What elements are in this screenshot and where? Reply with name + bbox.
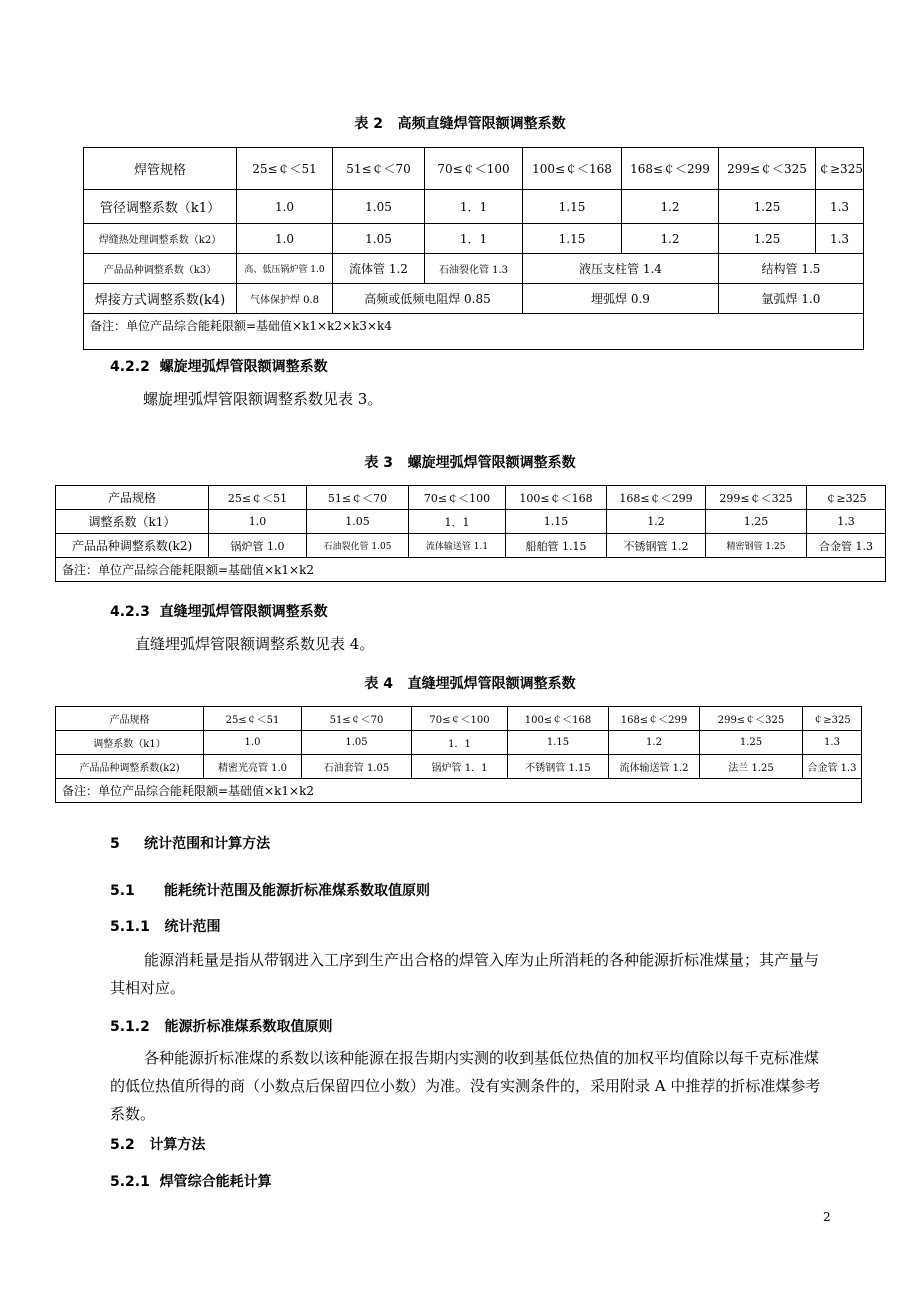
table4-k2-cell: 精密光亮管 1.0 [204,755,302,779]
table4-note-row [56,779,862,803]
table2-k2-cell: 1.0 [237,224,333,254]
table4 [55,706,862,803]
table2-header-cell: ￠≥325 [816,148,864,190]
table3-k1-cell: 1.3 [807,510,886,534]
table3-header-cell: 100≤￠＜168 [506,486,607,510]
table2-header-row [84,148,864,190]
table2-header-cell: 70≤￠＜100 [425,148,523,190]
table4-header-cell: 产品规格 [56,707,204,731]
table2-k2-cell: 1．1 [425,224,523,254]
table4-k2-cell: 法兰 1.25 [700,755,803,779]
table3-header-cell: 70≤￠＜100 [409,486,506,510]
table2-k2-cell: 1.2 [622,224,719,254]
table2-k1-cell: 1.15 [523,190,622,224]
table2-k1-cell: 1.0 [237,190,333,224]
table2 [83,147,864,350]
table2-header-cell: 焊管规格 [84,148,237,190]
table2-k3-cell: 高、低压锅炉管 1.0 [237,254,333,284]
table4-header-cell: 168≤￠＜299 [609,707,700,731]
table2-note: 备注：单位产品综合能耗限额=基础值×k1×k2×k3×k4 [84,314,864,350]
table4-k2-cell: 流体输送管 1.2 [609,755,700,779]
table4-k1-cell: 1.0 [204,731,302,755]
table2-k3-cell: 结构管 1.5 [719,254,864,284]
table2-k3-cell: 液压支柱管 1.4 [523,254,719,284]
table3-header-cell: 25≤￠＜51 [209,486,307,510]
table2-k1-cell: 1.25 [719,190,816,224]
section-4-2-3-heading: 4.2.3 直缝埋弧焊管限额调整系数 [110,604,328,620]
table3 [55,485,886,582]
table4-header-cell: 70≤￠＜100 [412,707,508,731]
table4-k1-cell: 1.15 [508,731,609,755]
table2-note-row [84,314,864,350]
table4-k1-cell: 1.05 [302,731,412,755]
section-5-2-heading: 5.2 计算方法 [110,1137,206,1153]
table4-header-row [56,707,862,731]
table2-k4-row [84,284,864,314]
section-5-2-1-heading: 5.2.1 焊管综合能耗计算 [110,1174,272,1190]
table3-k2-label: 产品品种调整系数(k2) [56,534,209,558]
table2-k3-row [84,254,864,284]
table2-k4-cell: 氩弧焊 1.0 [719,284,864,314]
table3-k1-cell: 1.15 [506,510,607,534]
section-4-2-2-text: 螺旋埋弧焊管限额调整系数见表 3。 [143,390,383,408]
table4-header-cell: ￠≥325 [803,707,862,731]
table2-k3-cell: 石油裂化管 1.3 [425,254,523,284]
table4-k1-row [56,731,862,755]
table2-header-cell: 168≤￠＜299 [622,148,719,190]
table3-note-row [56,558,886,582]
table4-header-cell: 25≤￠＜51 [204,707,302,731]
table4-header-cell: 299≤￠＜325 [700,707,803,731]
table3-k2-cell: 石油裂化管 1.05 [307,534,409,558]
table4-k2-cell: 锅炉管 1．1 [412,755,508,779]
table3-k2-cell: 船舶管 1.15 [506,534,607,558]
table2-header-cell: 100≤￠＜168 [523,148,622,190]
table3-k1-row [56,510,886,534]
table2-k3-cell: 流体管 1.2 [333,254,425,284]
table3-k2-cell: 不锈钢管 1.2 [607,534,706,558]
table3-k2-cell: 精密钢管 1.25 [706,534,807,558]
table2-k1-label: 管径调整系数（k1） [84,190,237,224]
table3-k1-cell: 1.2 [607,510,706,534]
table2-k4-cell: 气体保护焊 0.8 [237,284,333,314]
table2-k1-row [84,190,864,224]
table2-k2-cell: 1.15 [523,224,622,254]
table3-header-cell: 51≤￠＜70 [307,486,409,510]
table3-k1-cell: 1.25 [706,510,807,534]
table4-k1-cell: 1.25 [700,731,803,755]
table4-k2-row [56,755,862,779]
table3-k2-row [56,534,886,558]
table3-header-cell: 299≤￠＜325 [706,486,807,510]
section-5-1-1-heading: 5.1.1 统计范围 [110,919,221,935]
table4-caption: 表 4 直缝埋弧焊管限额调整系数 [364,676,576,692]
table2-k3-label: 产品品种调整系数（k3） [84,254,237,284]
table2-k2-row [84,224,864,254]
table2-k1-cell: 1．1 [425,190,523,224]
table3-k1-cell: 1.0 [209,510,307,534]
table2-caption: 表 2 高频直缝焊管限额调整系数 [354,116,566,132]
table2-k4-label: 焊接方式调整系数(k4) [84,284,237,314]
table4-k1-label: 调整系数（k1） [56,731,204,755]
table2-k1-cell: 1.2 [622,190,719,224]
table2-k1-cell: 1.3 [816,190,864,224]
table2-header-cell: 25≤￠＜51 [237,148,333,190]
table3-header-cell: ￠≥325 [807,486,886,510]
table4-k1-cell: 1.2 [609,731,700,755]
table2-header-cell: 299≤￠＜325 [719,148,816,190]
table2-k2-cell: 1.3 [816,224,864,254]
section-5-1-1-text: 能源消耗量是指从带钢进入工序到生产出合格的焊管入库为止所消耗的各种能源折标准煤量；其产量与其相对应。 [110,951,820,997]
table3-caption: 表 3 螺旋埋弧焊管限额调整系数 [364,455,576,471]
table4-header-cell: 100≤￠＜168 [508,707,609,731]
section-5-1-2-text: 各种能源折标准煤的系数以该种能源在报告期内实测的收到基低位热值的加权平均值除以每千克标准煤的低位热值所得的商（小数点后保留四位小数）为准。没有实测条件的，采用附录 A 中推荐的折标准煤参考系数。 [110,1049,821,1123]
page-number: 2 [823,1210,831,1224]
table3-k2-cell: 流体输送管 1.1 [409,534,506,558]
table2-k1-cell: 1.05 [333,190,425,224]
section-4-2-2-heading: 4.2.2 螺旋埋弧焊管限额调整系数 [110,359,328,375]
table3-k1-cell: 1.05 [307,510,409,534]
table4-k2-cell: 合金管 1.3 [803,755,862,779]
table2-k2-cell: 1.05 [333,224,425,254]
table2-k2-cell: 1.25 [719,224,816,254]
table4-k1-cell: 1.3 [803,731,862,755]
table2-k4-cell: 埋弧焊 0.9 [523,284,719,314]
table3-header-cell: 产品规格 [56,486,209,510]
table2-header-cell: 51≤￠＜70 [333,148,425,190]
table3-k2-cell: 合金管 1.3 [807,534,886,558]
table3-k2-cell: 锅炉管 1.0 [209,534,307,558]
table4-header-cell: 51≤￠＜70 [302,707,412,731]
table4-k2-cell: 石油套管 1.05 [302,755,412,779]
table3-k1-cell: 1．1 [409,510,506,534]
table3-k1-label: 调整系数（k1） [56,510,209,534]
section-5-1-2-heading: 5.1.2 能源折标准煤系数取值原则 [110,1019,333,1035]
section-5-heading: 5 统计范围和计算方法 [110,836,271,852]
section-4-2-3-text: 直缝埋弧焊管限额调整系数见表 4。 [135,635,375,653]
table3-header-cell: 168≤￠＜299 [607,486,706,510]
table4-k1-cell: 1．1 [412,731,508,755]
table4-k2-label: 产品品种调整系数(k2) [56,755,204,779]
table4-k2-cell: 不锈钢管 1.15 [508,755,609,779]
table3-note: 备注：单位产品综合能耗限额=基础值×k1×k2 [56,558,886,582]
table4-note: 备注：单位产品综合能耗限额=基础值×k1×k2 [56,779,862,803]
table3-header-row [56,486,886,510]
section-5-1-heading: 5.1 能耗统计范围及能源折标准煤系数取值原则 [110,883,431,899]
table2-k2-label: 焊缝热处理调整系数（k2） [84,224,237,254]
table2-k4-cell: 高频或低频电阻焊 0.85 [333,284,523,314]
